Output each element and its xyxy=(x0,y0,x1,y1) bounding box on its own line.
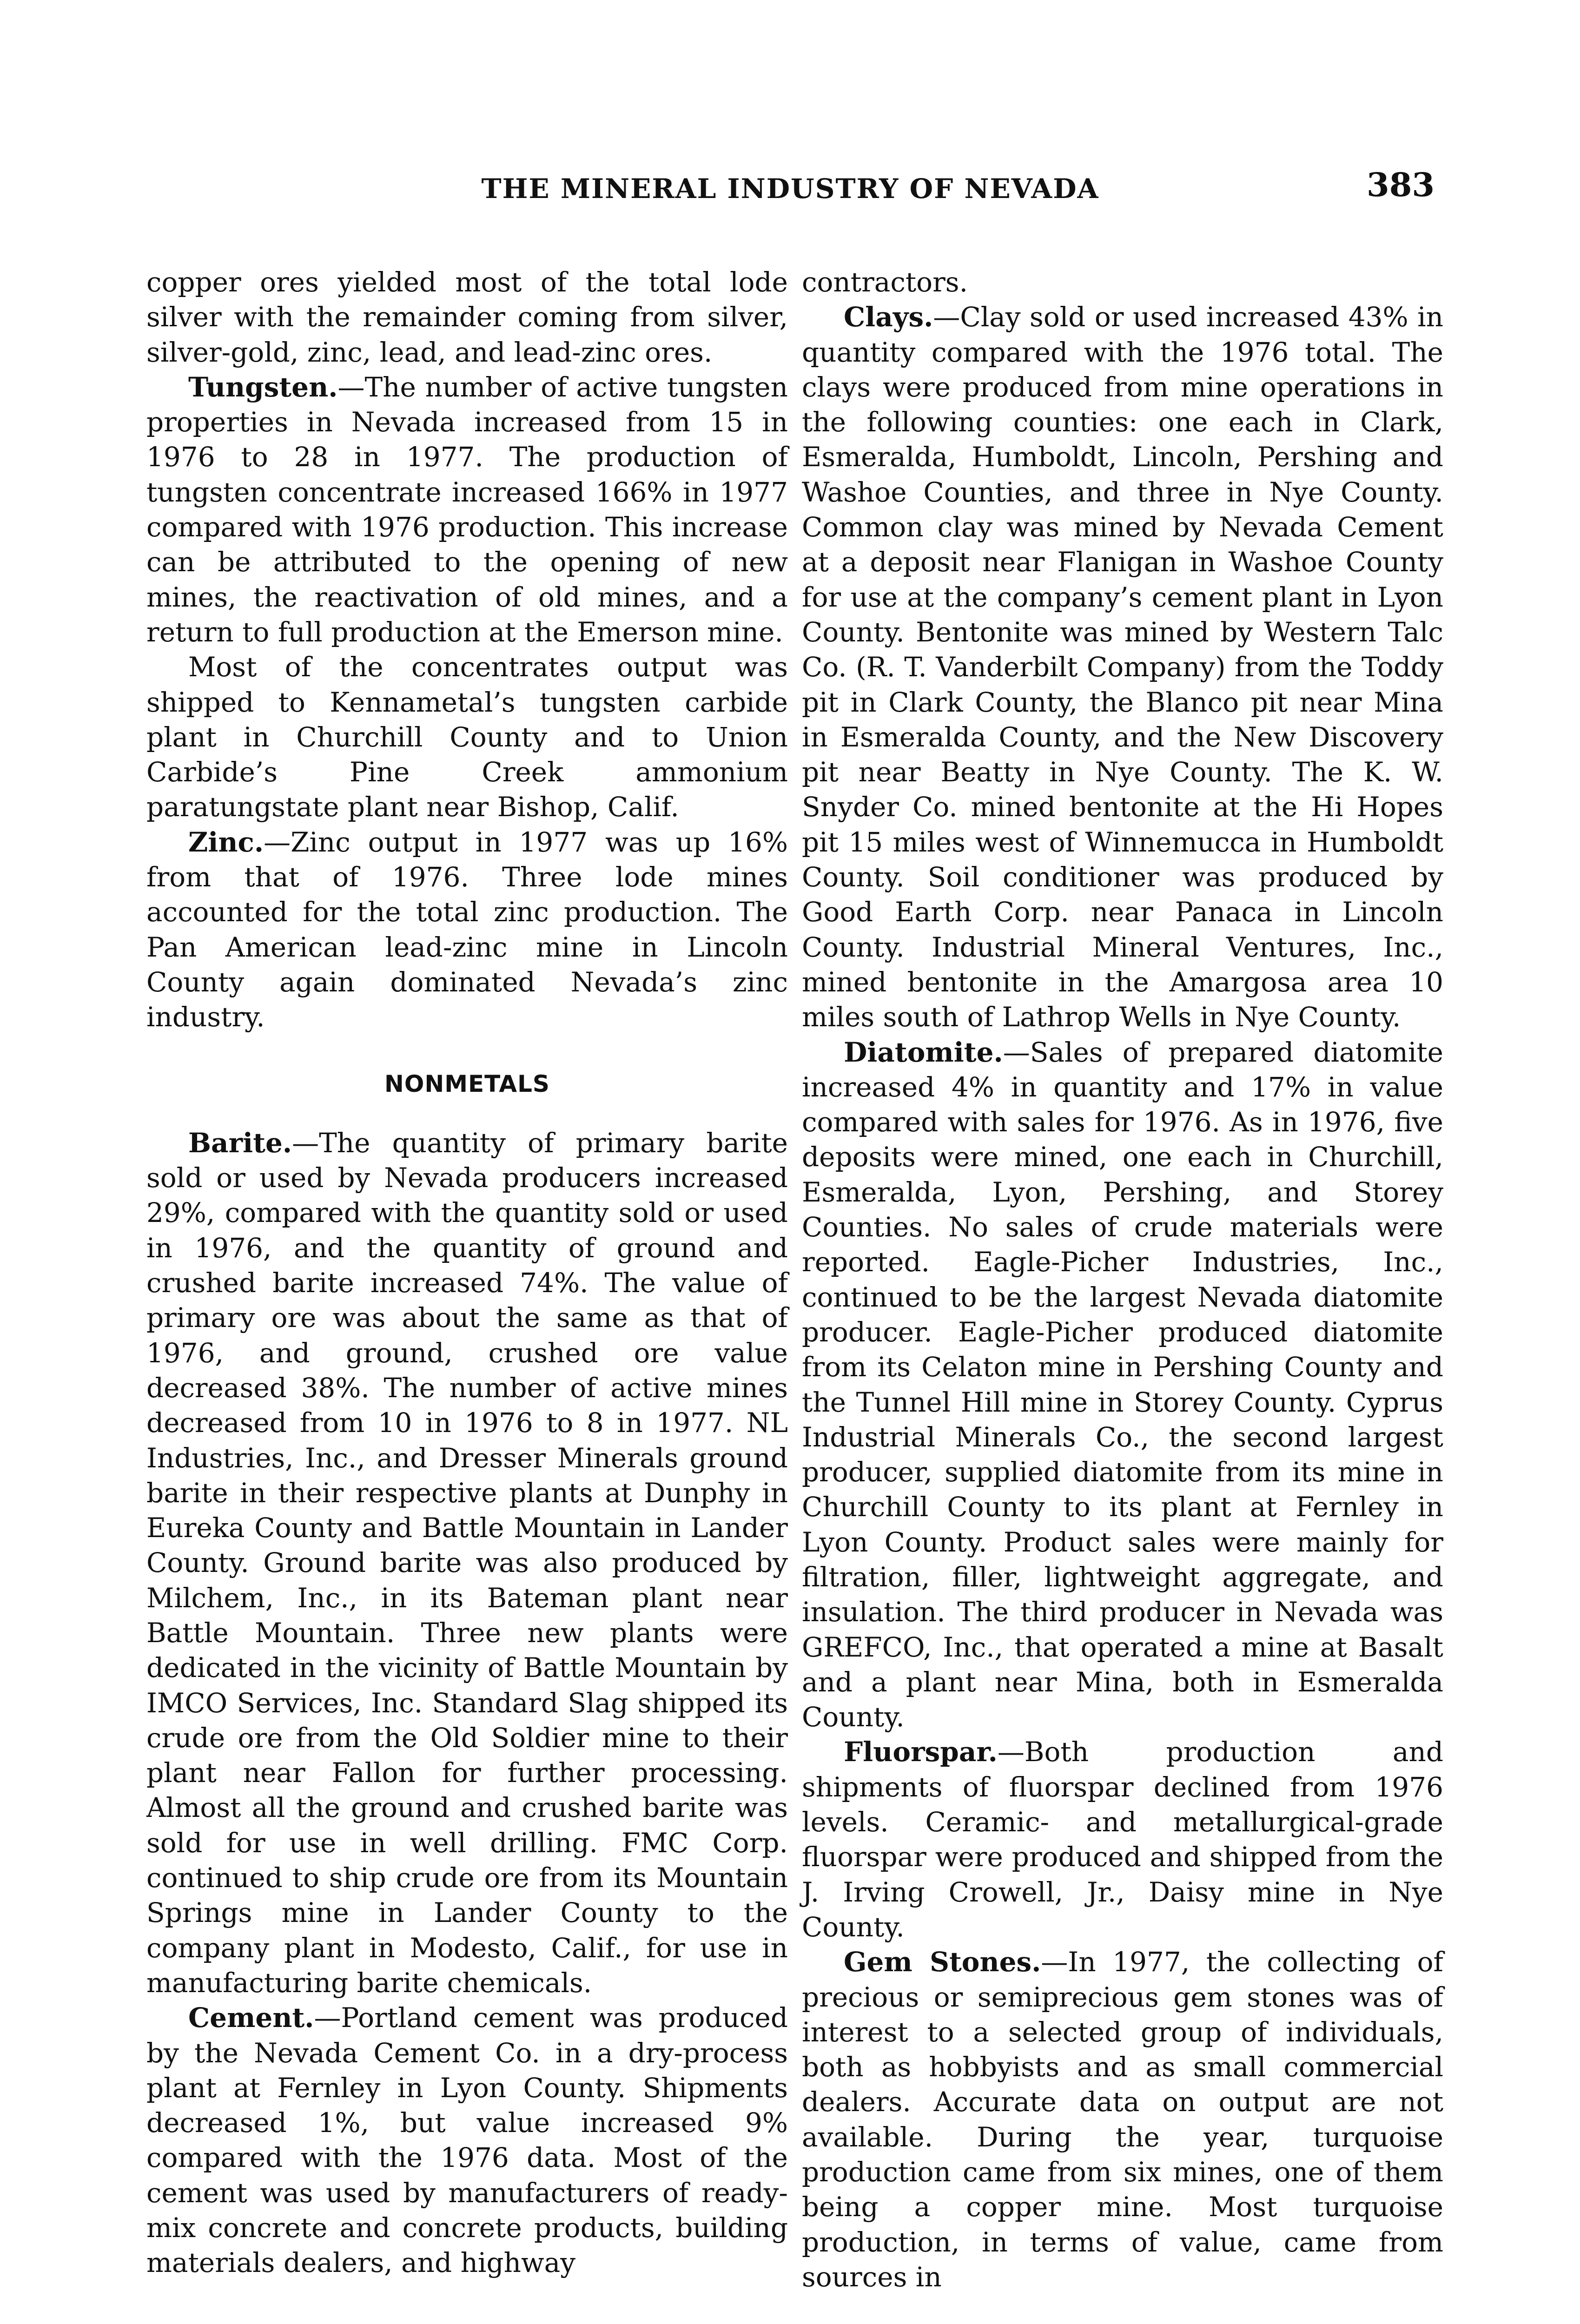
paragraph-fluorspar xyxy=(802,1735,1443,1945)
diatomite-heading: Diatomite. xyxy=(844,1036,1003,1068)
right-column xyxy=(802,265,1443,2295)
cement-heading: Cement. xyxy=(188,2002,314,2034)
paragraph-barite xyxy=(146,1126,788,2000)
fluorspar-heading: Fluorspar. xyxy=(844,1736,998,1768)
paragraph-zinc xyxy=(146,825,788,1035)
running-head: THE MINERAL INDUSTRY OF NEVADA xyxy=(481,173,1099,205)
tungsten-heading: Tungsten. xyxy=(188,371,338,403)
clays-heading: Clays. xyxy=(844,301,933,333)
gem-stones-text: —In 1977, the collecting of precious or semiprecious gem stones was of interest to a selected group of individuals, both as hobbyists and as small commercial dealers. Accurate data on output are not available. During the year, turquoise production came from six mines, one of them being a copper mine. Most turquoise production, in terms of value, came from sources in xyxy=(802,1946,1443,2293)
left-column xyxy=(146,265,788,2281)
tungsten-text: —The number of active tungsten properties in Nevada increased from 15 in 1976 to 28 in 1977. The production of tungsten concentrate increased 166% in 1977 compared with 1976 production. This increase can be attributed to the opening of new mines, the reactivation of old mines, and a return to full production at the Emerson mine. xyxy=(146,371,788,648)
paragraph-copper-ores: copper ores yielded most of the total lode silver with the remainder coming from silver, silver-gold, zinc, lead, and lead-zinc ores. xyxy=(146,266,788,368)
paragraph-cement xyxy=(146,2000,788,2280)
cement-text: —Portland cement was produced by the Nevada Cement Co. in a dry-process plant at Fernley in Lyon County. Shipments decreased 1%, but value increased 9% compared with the 1976 data. Most of the cement was used by manufacturers of ready-mix concrete and concrete products, building materials dealers, and highway xyxy=(146,2002,788,2279)
paragraph-clays xyxy=(802,300,1443,1035)
barite-text: —The quantity of primary barite sold or used by Nevada producers increased 29%, compared with the quantity sold or used in 1976, and the quantity of ground and crushed barite increased 74%. The value of primary ore was about the same as that of 1976, and ground, crushed ore value decreased 38%. The number of active mines decreased from 10 in 1976 to 8 in 1977. NL Industries, Inc., and Dresser Minerals ground barite in their respective plants at Dunphy in Eureka County and Battle Mountain in Lander County. Ground barite was also produced by Milchem, Inc., in its Bateman plant near Battle Mountain. Three new plants were dedicated in the vicinity of Battle Mountain by IMCO Services, Inc. Standard Slag shipped its crude ore from the Old Soldier mine to their plant near Fallon for further processing. Almost all the ground and crushed barite was sold for use in well drilling. FMC Corp. continued to ship crude ore from its Mountain Springs mine in Lander County to the company plant in Modesto, Calif., for use in manufacturing barite chemicals. xyxy=(146,1127,788,1999)
fluorspar-text: —Both production and shipments of fluorspar declined from 1976 levels. Ceramic- and metallurgical-grade fluorspar were produced and shipped from the J. Irving Crowell, Jr., Daisy mine in Nye County. xyxy=(802,1736,1443,1943)
zinc-text: —Zinc output in 1977 was up 16% from that of 1976. Three lode mines accounted for the total zinc production. The Pan American lead-zinc mine in Lincoln County again dominated Nevada’s zinc industry. xyxy=(146,826,788,1033)
barite-heading: Barite. xyxy=(188,1127,292,1159)
paragraph-diatomite xyxy=(802,1035,1443,1735)
clays-text: —Clay sold or used increased 43% in quantity compared with the 1976 total. The clays were produced from mine operations in the following counties: one each in Clark, Esmeralda, Humboldt, Lincoln, Pershing and Washoe Counties, and three in Nye County. Common clay was mined by Nevada Cement at a deposit near Flanigan in Washoe County for use at the company’s cement plant in Lyon County. Bentonite was mined by Western Talc Co. (R. T. Vanderbilt Company) from the Toddy pit in Clark County, the Blanco pit near Mina in Esmeralda County, and the New Discovery pit near Beatty in Nye County. The K. W. Snyder Co. mined bentonite at the Hi Hopes pit 15 miles west of Winnemucca in Humboldt County. Soil conditioner was produced by Good Earth Corp. near Panaca in Lincoln County. Industrial Mineral Ventures, Inc., mined bentonite in the Amargosa area 10 miles south of Lathrop Wells in Nye County. xyxy=(802,301,1443,1033)
paragraph-kennametal: Most of the concentrates output was shipped to Kennametal’s tungsten carbide plant in Churchill County and to Union Carbide’s Pine Creek ammonium paratungstate plant near Bishop, Calif. xyxy=(146,651,788,823)
diatomite-text: —Sales of prepared diatomite increased 4% in quantity and 17% in value compared with sales for 1976. As in 1976, five deposits were mined, one each in Churchill, Esmeralda, Lyon, Pershing, and Storey Counties. No sales of crude materials were reported. Eagle-Picher Industries, Inc., continued to be the largest Nevada diatomite producer. Eagle-Picher produced diatomite from its Celaton mine in Pershing County and the Tunnel Hill mine in Storey County. Cyprus Industrial Minerals Co., the second largest producer, supplied diatomite from its mine in Churchill County to its plant at Fernley in Lyon County. Product sales were mainly for filtration, filler, lightweight aggregate, and insulation. The third producer in Nevada was GREFCO, Inc., that operated a mine at Basalt and a plant near Mina, both in Esmeralda County. xyxy=(802,1036,1443,1733)
paragraph-tungsten xyxy=(146,370,788,650)
gem-stones-heading: Gem Stones. xyxy=(844,1946,1041,1978)
paragraph-contractors: contractors. xyxy=(802,266,968,298)
section-heading-nonmetals: NONMETALS xyxy=(384,1070,550,1097)
zinc-heading: Zinc. xyxy=(188,826,264,858)
page-number: 383 xyxy=(1367,165,1435,204)
paragraph-gem-stones xyxy=(802,1945,1443,2295)
